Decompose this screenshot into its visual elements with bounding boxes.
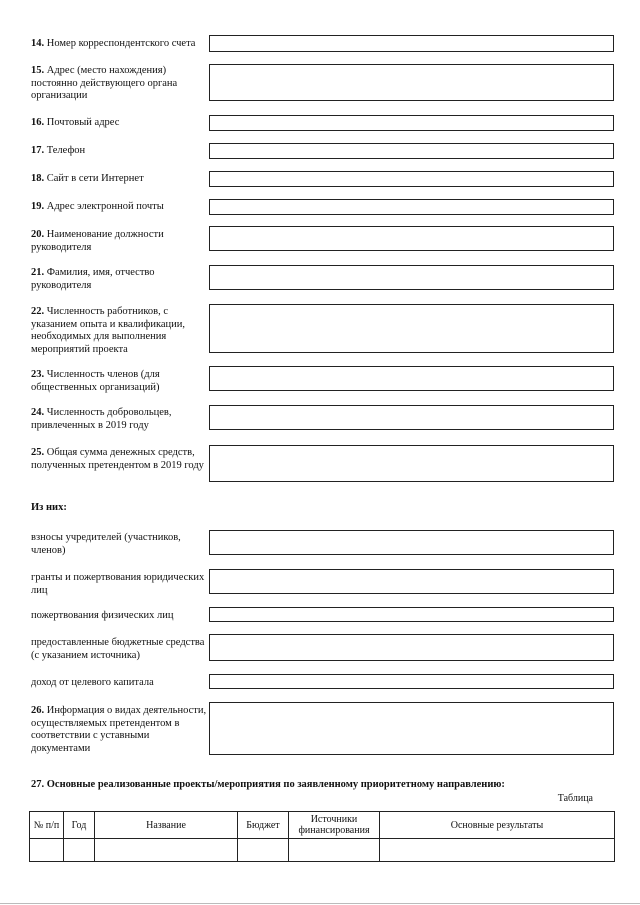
input-budget-funds[interactable] <box>209 634 614 661</box>
input-grants[interactable] <box>209 569 614 594</box>
of-them-heading: Из них: <box>31 502 67 513</box>
input-founders-contributions[interactable] <box>209 530 614 555</box>
field-label-23: 23. Численность членов (для общественных организаций) <box>31 369 160 393</box>
input-email[interactable] <box>209 199 614 215</box>
field-label-15: 15. Адрес (место нахождения) постоянно действующего органа организации <box>31 65 178 101</box>
table-cell[interactable] <box>64 839 95 862</box>
field-label-19: 19. Адрес электронной почты <box>31 201 164 212</box>
subfield-label-grants: гранты и пожертвования юридических лиц <box>31 572 205 596</box>
table-row <box>30 839 615 862</box>
field-label-25: 25. Общая сумма денежных средств, полученных претендентом в 2019 году <box>31 447 204 471</box>
page-bottom-divider <box>0 903 640 904</box>
input-legal-address[interactable] <box>209 64 614 101</box>
col-header-budget: Бюджет <box>238 812 289 839</box>
input-volunteers-count[interactable] <box>209 405 614 430</box>
input-website[interactable] <box>209 171 614 187</box>
table-caption: Таблица <box>557 793 593 804</box>
input-staff-count[interactable] <box>209 304 614 353</box>
input-postal-address[interactable] <box>209 115 614 131</box>
field-label-16: 16. Почтовый адрес <box>31 117 120 128</box>
col-header-results: Основные результаты <box>380 812 615 839</box>
input-endowment-income[interactable] <box>209 674 614 689</box>
input-individual-donations[interactable] <box>209 607 614 622</box>
table-cell[interactable] <box>289 839 380 862</box>
table-cell[interactable] <box>30 839 64 862</box>
input-activities-info[interactable] <box>209 702 614 755</box>
table-cell[interactable] <box>380 839 615 862</box>
subfield-label-endowment: доход от целевого капитала <box>31 677 154 688</box>
field-label-17: 17. Телефон <box>31 145 86 156</box>
subfield-label-founders: взносы учредителей (участников, членов) <box>31 532 181 556</box>
input-director-name[interactable] <box>209 265 614 290</box>
field-label-22: 22. Численность работников, с указанием опыта и квалификации, необходимых для выполнения мероприятий проекта <box>31 306 186 355</box>
projects-table <box>29 811 615 862</box>
col-header-name: Название <box>95 812 238 839</box>
field-label-14: 14. Номер корреспондентского счета <box>31 38 196 49</box>
table-cell[interactable] <box>95 839 238 862</box>
field-label-21: 21. Фамилия, имя, отчество руководителя <box>31 267 155 291</box>
col-header-funding-sources: Источники финансирования <box>289 812 380 839</box>
section-27-heading: 27. Основные реализованные проекты/мероприятия по заявленному приоритетному направлению: <box>31 779 505 790</box>
subfield-label-individual-donations: пожертвования физических лиц <box>31 610 174 621</box>
input-total-funds[interactable] <box>209 445 614 482</box>
subfield-label-budget-funds: предоставленные бюджетные средства (с указанием источника) <box>31 637 205 661</box>
field-label-18: 18. Сайт в сети Интернет <box>31 173 144 184</box>
col-header-number: № п/п <box>30 812 64 839</box>
input-phone[interactable] <box>209 143 614 159</box>
field-label-26: 26. Информация о видах деятельности, осуществляемых претендентом в соответствии с уставными документами <box>31 705 207 754</box>
field-label-24: 24. Численность добровольцев, привлеченных в 2019 году <box>31 407 172 431</box>
table-cell[interactable] <box>238 839 289 862</box>
field-label-20: 20. Наименование должности руководителя <box>31 229 164 253</box>
col-header-year: Год <box>64 812 95 839</box>
input-members-count[interactable] <box>209 366 614 391</box>
input-correspondent-account[interactable] <box>209 35 614 52</box>
table-header-row <box>30 812 615 839</box>
input-director-position[interactable] <box>209 226 614 251</box>
